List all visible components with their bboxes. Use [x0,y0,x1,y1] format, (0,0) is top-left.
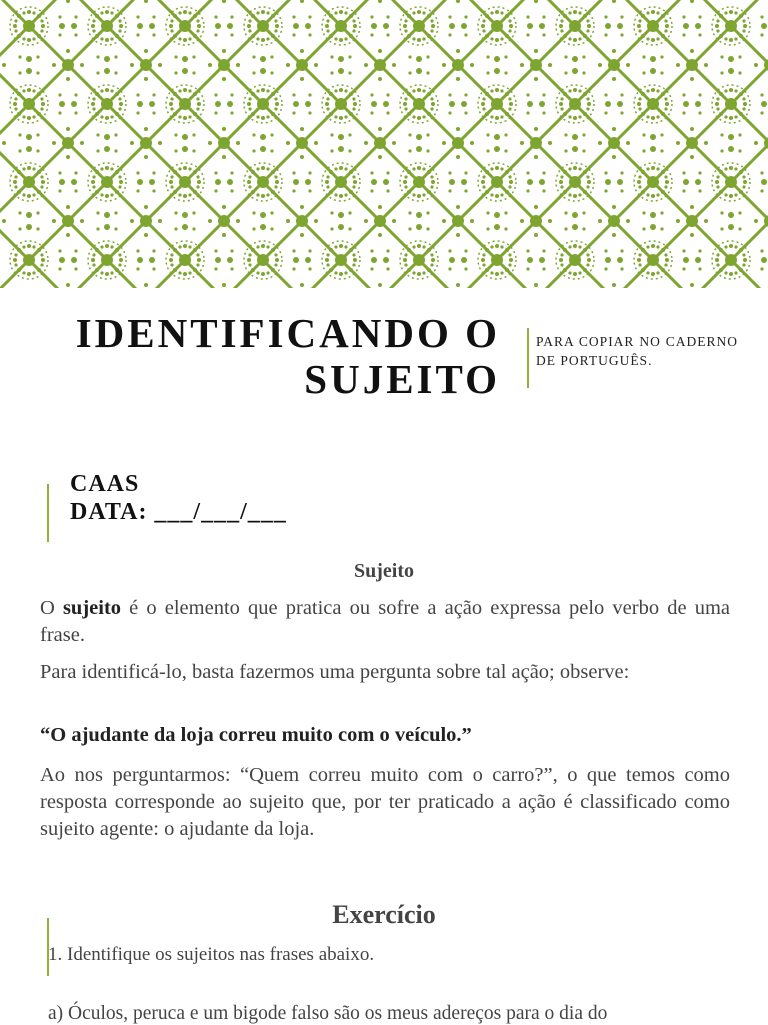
page-title [20,310,500,402]
info-block [70,470,287,526]
page-title-line2: SUJEITO [304,356,500,402]
decorative-banner [0,0,768,288]
p1-prefix: O [40,597,63,619]
page-subtitle: PARA COPIAR NO CADERNO DE PORTUGUÊS. [536,334,738,368]
section-heading-sujeito: Sujeito [354,560,414,582]
info-divider [47,484,49,542]
paragraph-instruction: Para identificá-lo, basta fazermos uma pergunta sobre tal ação; observe: [40,661,630,683]
example-quote: “O ajudante da loja correu muito com o veículo.” [40,724,472,746]
caas-label: CAAS [70,471,140,497]
exercise-item-a: a) Óculos, peruca e um bigode falso são os meus adereços para o dia do [48,1003,608,1024]
section-heading-exercicio: Exercício [332,900,436,929]
paragraph-definition [40,595,730,649]
page-title-line1: IDENTIFICANDO O [75,310,500,356]
p1-rest: é o elemento que pratica ou sofre a ação expressa pelo verbo de uma frase. [40,597,730,646]
date-field: DATA: ___/___/___ [70,499,287,525]
p1-bold-term: sujeito [62,597,122,619]
paragraph-explanation: Ao nos perguntarmos: “Quem correu muito com o carro?”, o que temos como resposta corresponde ao sujeito que, por ter praticado a ação é classificado como sujeito agente: o ajudante da loja. [40,764,730,840]
exercise-item-1: 1. Identifique os sujeitos nas frases abaixo. [48,944,375,965]
title-divider [527,328,529,388]
